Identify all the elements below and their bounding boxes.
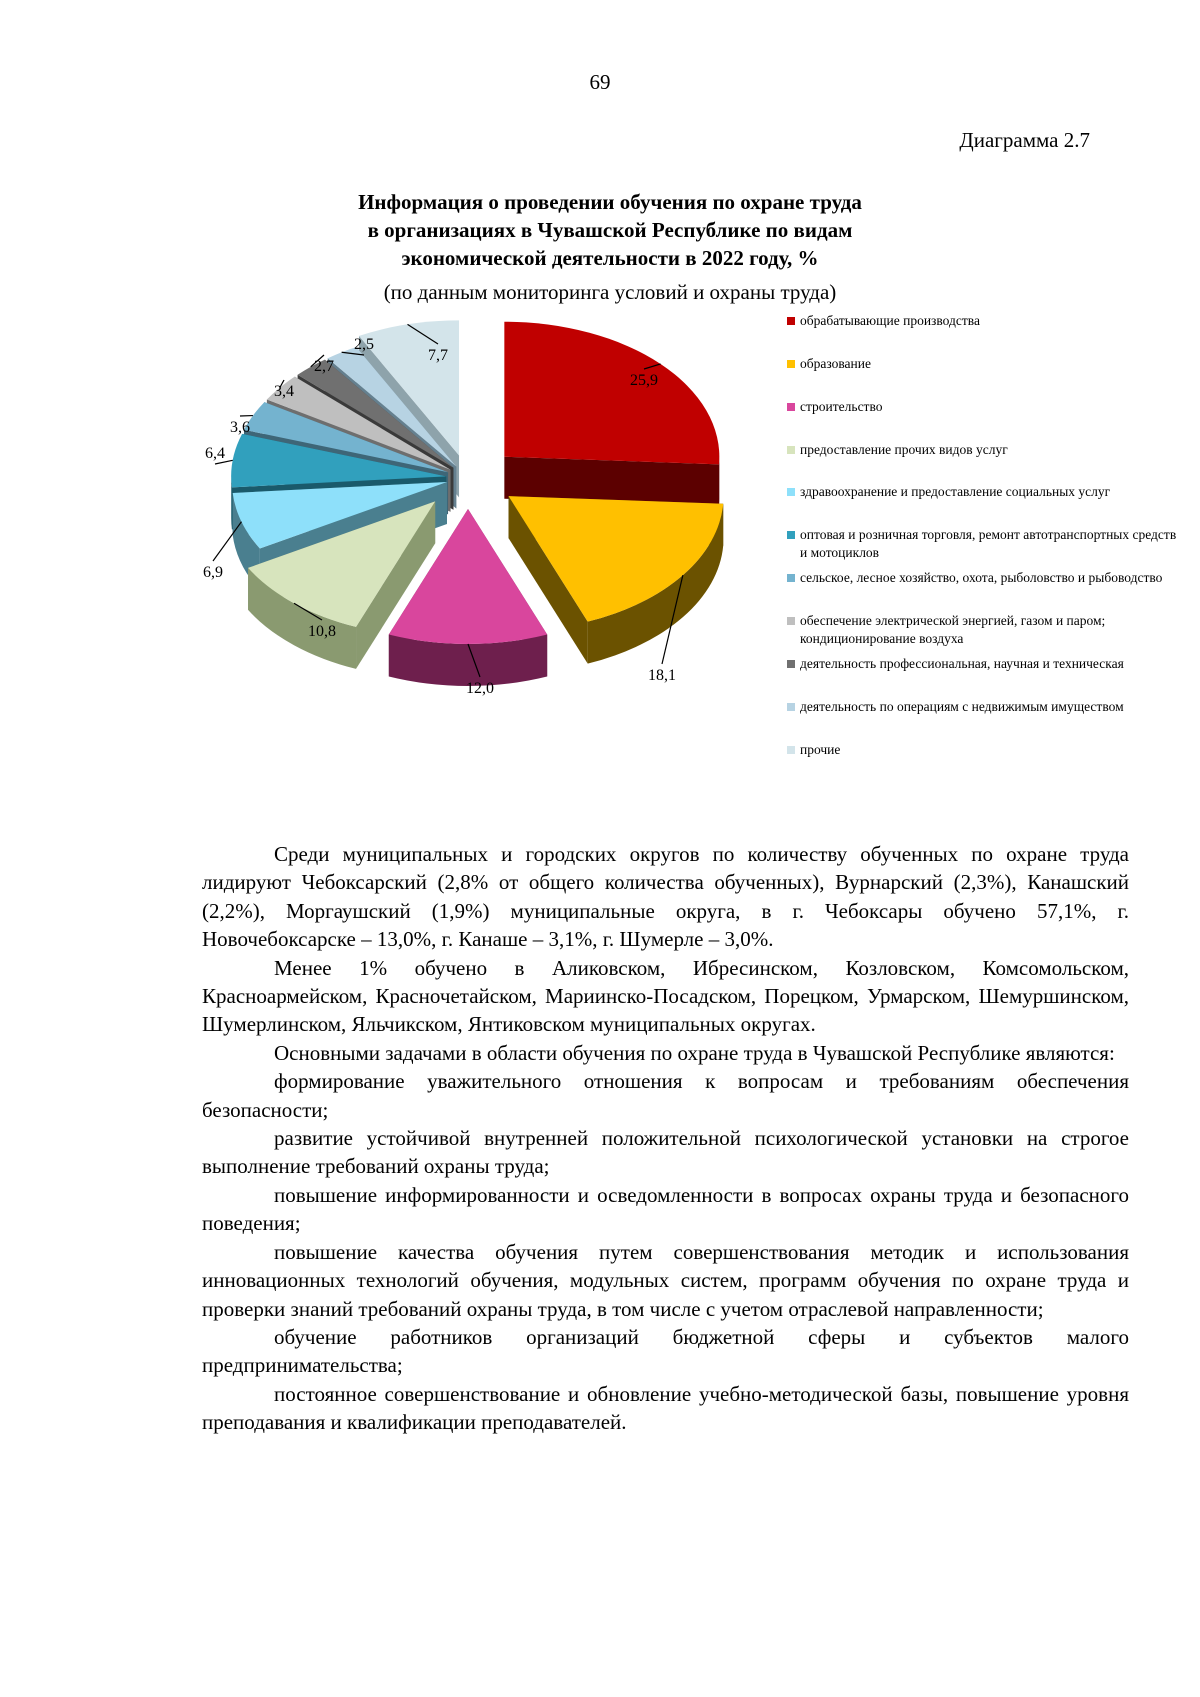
legend-label: обеспечение электрической энергией, газом и паром; кондиционирование воздуха: [800, 613, 1106, 646]
body-paragraph: Менее 1% обучено в Аликовском, Ибресинском, Козловском, Комсомольском, Красноармейском, Красночетайском, Мариинско-Посадском, Порецком, Урмарском, Шемуршинском, Шумерлинском, Яльчикском, Янтиковском муниципальных округах.: [202, 955, 1129, 1037]
legend-item: [787, 483, 1182, 501]
chart-title: [220, 188, 1000, 272]
legend-swatch: [787, 617, 795, 625]
legend-swatch: [787, 403, 795, 411]
data-label: 3,6: [230, 419, 250, 436]
body-paragraph: обучение работников организаций бюджетной сферы и субъектов малого предпринимательства;: [202, 1324, 1129, 1378]
legend-item: [787, 612, 1182, 648]
legend-item: [787, 312, 1182, 330]
legend-item: [787, 355, 1182, 373]
data-label: 10,8: [308, 623, 336, 640]
legend-item: [787, 526, 1182, 562]
legend-label: оптовая и розничная торговля, ремонт автотранспортных средств и мотоциклов: [800, 527, 1177, 560]
body-paragraph: формирование уважительного отношения к вопросам и требованиям обеспечения безопасности;: [202, 1069, 1129, 1122]
legend-item: [787, 441, 1182, 459]
body-paragraph: повышение качества обучения путем совершенствования методик и использования инновационных технологий обучения, модульных систем, программ обучения по охране труда и проверки знаний требований охраны труда, в том числе с учетом отраслевой направленности;: [202, 1239, 1129, 1321]
data-label: 6,9: [203, 564, 223, 581]
body-paragraph: повышение информированности и осведомленности в вопросах охраны труда и безопасного поведения;: [202, 1182, 1129, 1236]
legend-swatch: [787, 703, 795, 711]
data-label: 3,4: [274, 383, 294, 400]
data-label: 2,5: [354, 336, 374, 353]
legend-swatch: [787, 660, 795, 668]
legend-label: прочие: [800, 742, 841, 757]
data-label: 6,4: [205, 445, 225, 462]
legend-swatch: [787, 746, 795, 754]
legend-label: деятельность профессиональная, научная и техническая: [800, 656, 1124, 671]
legend-swatch: [787, 360, 795, 368]
page-number: 69: [589, 70, 611, 94]
data-label: 12,0: [466, 680, 494, 697]
body-paragraph: Среди муниципальных и городских округов по количеству обученных по охране труда лидируют Чебоксарский (2,8% от общего количества обученных), Вурнарский (2,3%), Канашский (2,2%), Моргаушский (1,9%) муниципальные округа, в г. Чебоксары обучено 57,1%, г. Новочебоксарске – 13,0%, г. Канаше – 3,1%, г. Шумерле – 3,0%.: [202, 842, 1129, 952]
data-label: 25,9: [630, 372, 658, 389]
legend-item: [787, 569, 1182, 587]
legend-label: образование: [800, 356, 871, 371]
data-label: 2,7: [314, 358, 334, 375]
legend-swatch: [787, 574, 795, 582]
legend-swatch: [787, 317, 795, 325]
data-label: 18,1: [648, 667, 676, 684]
legend-item: [787, 698, 1182, 716]
pie-chart: [0, 300, 790, 780]
chart-subtitle: (по данным мониторинга условий и охраны труда): [383, 280, 837, 304]
legend-label: обрабатывающие производства: [800, 313, 980, 328]
data-label: 7,7: [428, 347, 448, 364]
diagram-label: Диаграмма 2.7: [959, 128, 1090, 152]
legend-label: строительство: [800, 399, 883, 414]
body-text: [202, 840, 1129, 1437]
legend-item: [787, 741, 1182, 759]
pie-slice: [504, 322, 719, 507]
legend-label: сельское, лесное хозяйство, охота, рыболовство и рыбоводство: [800, 570, 1163, 585]
legend-swatch: [787, 446, 795, 454]
legend-swatch: [787, 531, 795, 539]
body-paragraph: постоянное совершенствование и обновление учебно-методической базы, повышение уровня преподавания и квалификации преподавателей.: [202, 1381, 1129, 1435]
body-paragraph: Основными задачами в области обучения по охране труда в Чувашской Республике являются:: [274, 1040, 1115, 1065]
legend-swatch: [787, 488, 795, 496]
pie-slice-top: [504, 322, 719, 465]
chart-title-line-2: в организациях в Чувашской Республике по видам: [367, 218, 853, 242]
legend-label: здравоохранение и предоставление социальных услуг: [800, 484, 1111, 499]
legend-label: предоставление прочих видов услуг: [800, 442, 1008, 457]
legend-item: [787, 398, 1182, 416]
chart-title-line-3: экономической деятельности в 2022 году, %: [401, 246, 819, 270]
legend-item: [787, 655, 1182, 673]
body-paragraph: развитие устойчивой внутренней положительной психологической установки на строгое выполнение требований охраны труда;: [202, 1126, 1129, 1179]
legend-label: деятельность по операциям с недвижимым имуществом: [800, 699, 1124, 714]
chart-title-line-1: Информация о проведении обучения по охране труда: [358, 190, 862, 214]
